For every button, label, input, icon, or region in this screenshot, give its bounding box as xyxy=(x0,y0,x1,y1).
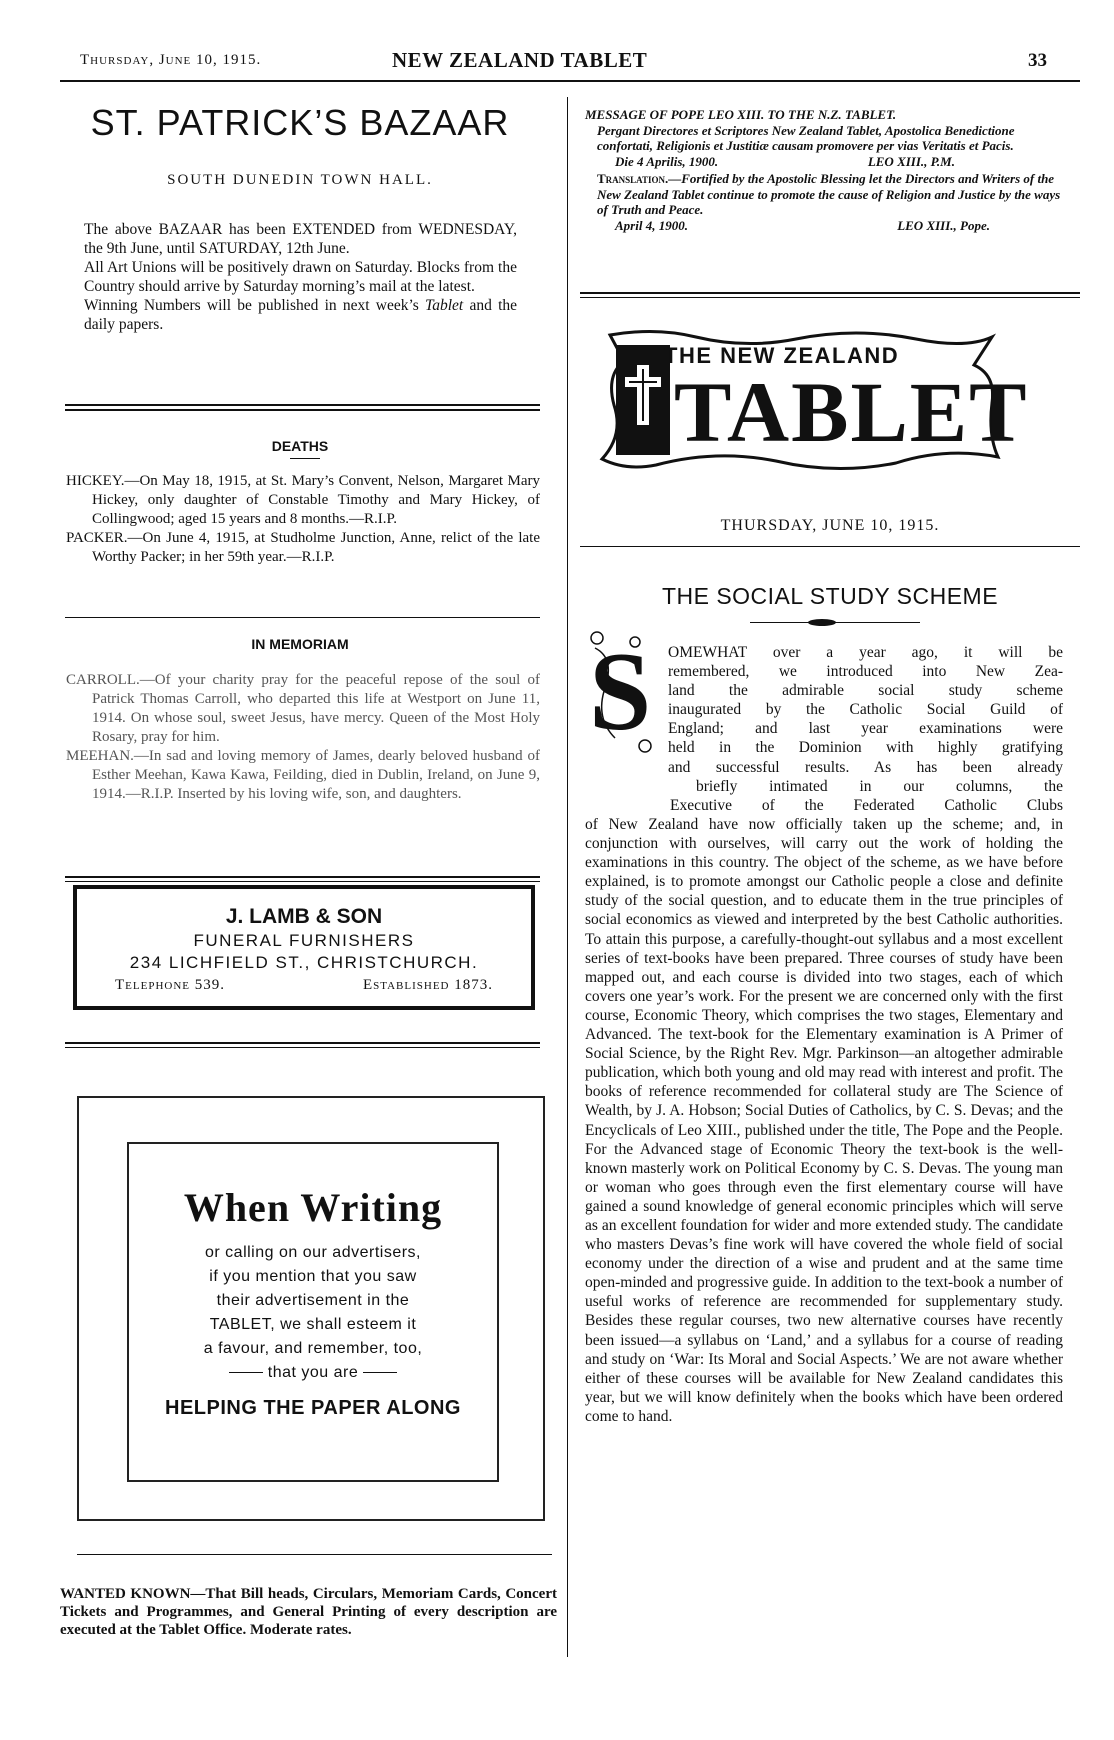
double-rule xyxy=(65,1047,540,1048)
heading-rule xyxy=(290,458,320,459)
article-title: THE SOCIAL STUDY SCHEME xyxy=(661,583,999,609)
writing-line: if you mention that you saw xyxy=(209,1268,417,1285)
lead-line: inaugurated by the Catholic Social Guild of xyxy=(668,701,1063,719)
running-title: NEW ZEALAND TABLET xyxy=(392,48,648,72)
writing-line: TABLET, we shall esteem it xyxy=(209,1316,417,1333)
writing-that-you-are: that you are xyxy=(267,1364,359,1381)
memoriam-notice: CARROLL.—Of your charity pray for the peaceful repose of the soul of Patrick Thomas Carroll, who departed this life at Westport on June 11, 1914. On whose soul, sweet Jesus, have mercy. Queen of the Most Holy Rosary, pray for him. xyxy=(66,672,540,745)
column-divider xyxy=(567,97,568,1657)
section-rule xyxy=(65,617,540,618)
bazaar-venue: SOUTH DUNEDIN TOWN HALL. xyxy=(167,172,433,188)
memoriam-notice: MEEHAN.—In sad and loving memory of James, dearly beloved husband of Esther Meehan, Kawa Kawa, Feilding, died in Dublin, Ireland, on June 9, 1914.—R.I.P. Inserted by his loving wife, son, and daughters. xyxy=(66,748,540,802)
lead-line: land the admirable social study scheme xyxy=(668,682,1063,700)
lamb-address: 234 LICHFIELD ST., CHRISTCHURCH. xyxy=(129,953,479,972)
issue-date: THURSDAY, JUNE 10, 1915. xyxy=(720,517,940,534)
writing-closing: HELPING THE PAPER ALONG xyxy=(165,1397,461,1419)
cross-icon xyxy=(642,369,644,421)
title-ornament xyxy=(808,619,836,626)
bazaar-notice xyxy=(84,220,517,334)
wanted-known-notice: WANTED KNOWN—That Bill heads, Circulars, Memoriam Cards, Concert Tickets and Programmes, and General Printing of every description are executed at the Tablet Office. Moderate rates. xyxy=(60,1586,557,1638)
double-rule xyxy=(65,1042,540,1044)
pope-latin-sign: LEO XIII., P.M. xyxy=(867,153,955,169)
bazaar-paragraph: Winning Numbers will be published in next week’s Tablet and the daily papers. xyxy=(84,297,518,333)
memoriam-heading: IN MEMORIAM xyxy=(251,636,349,652)
page-number: 33 xyxy=(1028,50,1047,71)
double-rule xyxy=(580,292,1080,294)
tablet-masthead xyxy=(596,325,1029,475)
masthead-top-line: THE NEW ZEALAND xyxy=(664,343,900,368)
pope-latin-date: Die 4 Aprilis, 1900. xyxy=(615,153,719,169)
death-notice: PACKER.—On June 4, 1915, at Studholme Junction, Anne, relict of the late Worthy Packer; in her 59th year.—R.I.P. xyxy=(66,530,540,565)
writing-advertisement xyxy=(127,1142,499,1482)
writing-heading: When Writing xyxy=(183,1185,443,1230)
section-rule xyxy=(580,546,1080,547)
lamb-advertisement xyxy=(73,885,535,1010)
writing-line: a favour, and remember, too, xyxy=(203,1340,423,1357)
lead-line: England; and last year examinations were xyxy=(668,720,1063,738)
drop-cap xyxy=(585,628,655,758)
drop-cap-letter: S xyxy=(589,630,652,754)
bazaar-title: ST. PATRICK’S BAZAAR xyxy=(90,102,510,143)
lead-line: briefly intimated in our columns, the xyxy=(696,777,1063,795)
translation-label: Translation. xyxy=(597,171,669,186)
bazaar-paragraph: The above BAZAAR has been EXTENDED from WEDNESDAY, the 9th June, until SATURDAY, 12th June. xyxy=(84,221,517,257)
lead-line: Executive of the Federated Catholic Clubs xyxy=(670,796,1063,814)
lamb-name: J. LAMB & SON xyxy=(225,905,383,928)
double-rule xyxy=(65,881,540,882)
lamb-telephone: Telephone 539. xyxy=(115,977,225,993)
running-date: Thursday, June 10, 1915. xyxy=(80,52,262,68)
pope-translation: —Fortified by the Apostolic Blessing let the Directors and Writers of the New Zealand Tablet continue to promote the cause of Religion and Justice by the ways of Truth and Peace. xyxy=(597,171,1061,217)
pope-latin: Pergant Directores et Scriptores New Zealand Tablet, Apostolica Benedictione confortati, Religionis et Justitiæ causam promovere per vias Veritatis et Pacis. xyxy=(597,122,1015,153)
lamb-established: Established 1873. xyxy=(362,977,493,993)
double-rule xyxy=(65,876,540,878)
writing-line: or calling on our advertisers, xyxy=(205,1244,421,1261)
lead-line: held in the Dominion with highly gratifying xyxy=(668,739,1063,757)
header-rule xyxy=(60,80,1080,82)
article-body: of New Zealand have now officially taken up the scheme; and, in conjunction with ourselves, will carry out the work of holding the examinations in this country. The object of the scheme, as we have before explained, is to promote amongst our Catholic people a close and definite study of the social question, and to educate them in the true principles of social economics as viewed and interpreted by the best Catholic authorities. To attain this purpose, a carefully-thought-out syllabus and a most excellent series of text-books have been prepared. Three courses of study have been mapped out, and each course is divided into two stages, each of which covers one year’s work. For the present we are concerned only with the first course, Economic Theory, which comprises the two stages, Elementary and Advanced. The text-book for the Elementary examination is A Primer of Social Science, by the Right Rev. Mgr. Parkinson—an altogether admirable publication, which both young and old may read with interest and profit. The books of reference recommended for collateral study are The Science of Wealth, by J. A. Hobson; Social Duties of Catholics, by C. S. Devas; and the Encyclicals of Leo XIII., published under the title, The Pope and the People. For the Advanced stage of Economic Theory the text-book is the well-known masterly work on Political Economy by C. S. Devas. The young man or woman who goes through even the first elementary course will have gained a sound knowledge of general economic principles which will serve as an excellent foundation for wider and more extended study. The candidate who masters Devas’s fine work will have covered the whole field of social economy under the direction of a wise and prudent and at the same time open-minded and progressive guide. In addition to the text-book a number of useful works of reference are recommended for supplementary study. Besides these regular courses, two new alternative courses have recently been issued—a syllabus on ‘Land,’ and a syllabus for a course of reading and study on ‘War: Its Moral and Social Aspects.’ We are not aware whether either of these courses will be available for New Zealand candidates this year, but we will know definitely when the books which have been ordered come to hand. xyxy=(585,816,1063,1425)
lamb-trade: FUNERAL FURNISHERS xyxy=(193,931,415,950)
lead-line: OMEWHAT over a year ago, it will be xyxy=(668,644,1063,661)
pope-message-title: MESSAGE OF POPE LEO XIII. TO THE N.Z. TABLET. xyxy=(585,107,897,122)
pope-trans-date: April 4, 1900. xyxy=(615,217,688,233)
article-lead xyxy=(668,643,1063,815)
double-rule xyxy=(580,297,1080,298)
bazaar-paragraph: All Art Unions will be positively drawn on Saturday. Blocks from the Country should arrive by Saturday morning’s mail at the latest. xyxy=(84,259,517,295)
double-rule xyxy=(65,404,540,406)
section-rule xyxy=(77,1554,552,1555)
lead-line: and successful results. As has been already xyxy=(668,758,1063,776)
lead-line: remembered, we introduced into New Zea- xyxy=(668,663,1063,681)
death-notice: HICKEY.—On May 18, 1915, at St. Mary’s Convent, Nelson, Margaret Mary Hickey, only daughter of Constable Timothy and Mary Hickey, of Collingwood; aged 15 years and 8 months.—R.I.P. xyxy=(66,473,540,527)
double-rule xyxy=(65,409,540,411)
deaths-heading: DEATHS xyxy=(271,438,329,454)
pope-trans-sign: LEO XIII., Pope. xyxy=(897,217,990,233)
pope-message xyxy=(585,107,1065,233)
writing-line: their advertisement in the xyxy=(216,1292,410,1309)
masthead-word: TABLET xyxy=(674,364,1029,460)
